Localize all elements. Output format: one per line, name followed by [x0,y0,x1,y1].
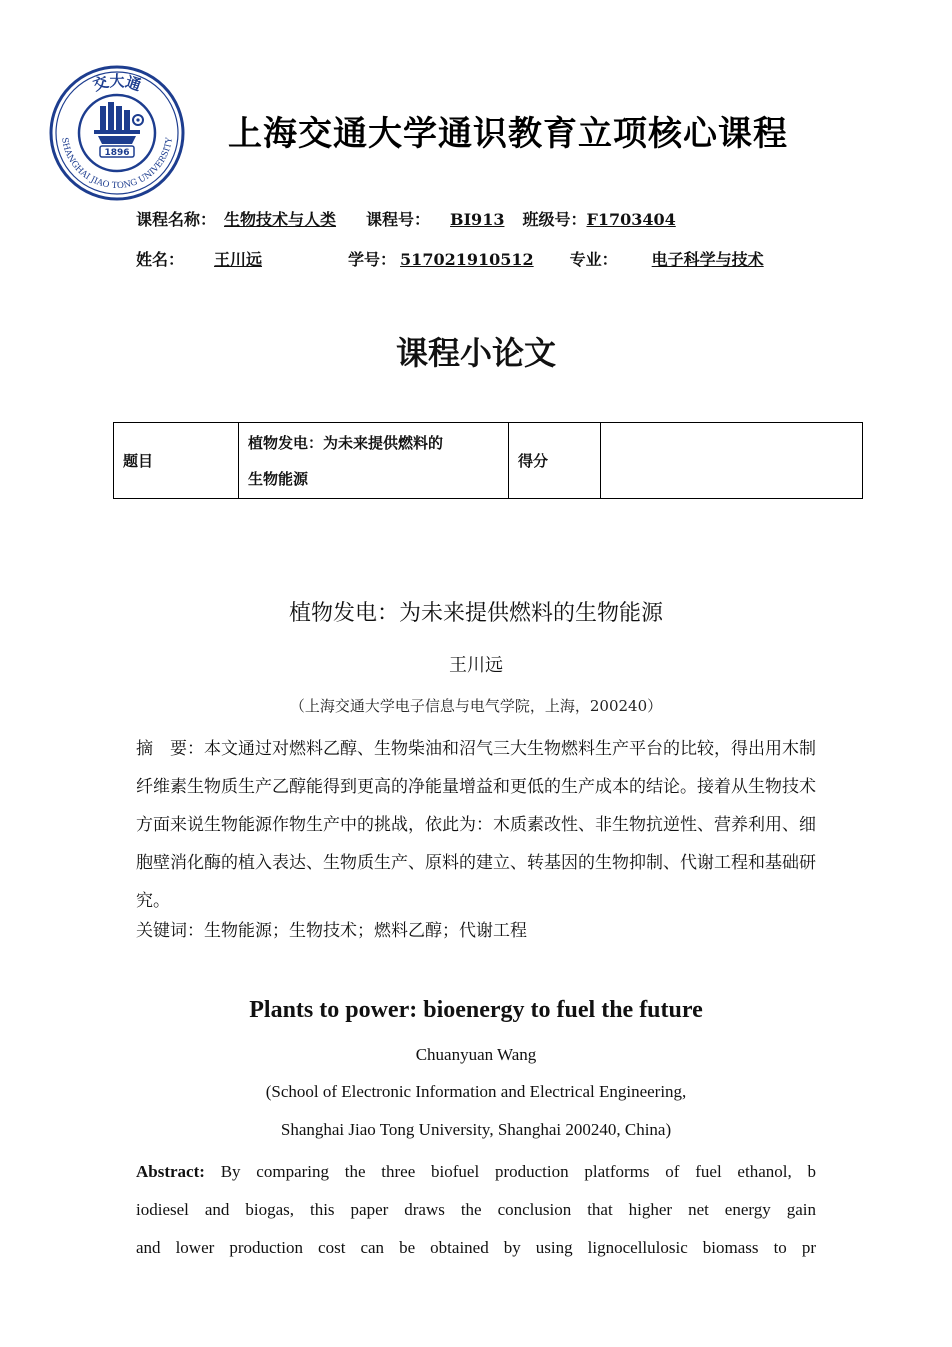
name-value: 王川远 [214,250,263,269]
english-abstract [136,1153,816,1267]
english-abstract-line-2: iodiesel and biogas, this paper draws the conclusion that higher net energy gain [136,1200,816,1219]
seal-bottom-text: SHANGHAI JIAO TONG UNIVERSITY [59,136,175,192]
topic-line-1: 植物发电：为未来提供燃料的 [248,433,444,452]
english-abstract-line-1 [136,1153,816,1191]
course-name-label: 课程名称： [136,210,217,229]
chinese-title: 植物发电：为未来提供燃料的生物能源 [288,601,663,626]
chinese-abstract-text: 本文通过对燃料乙醇、生物柴油和沼气三大生物燃料生产平台的比较，得出用木制纤维素生物质生产乙醇能得到更高的净能量增益和更低的生产成本的结论。接着从生物技术方面来说生物能源作物生产中的挑战，依此为：木质素改性、非生物抗逆性、营养利用、细胞壁消化酶的植入表达、生物质生产、原料的建立、转基因的生物抑制、代谢工程和基础研究。 [136,739,816,911]
topic-value-cell [239,423,509,499]
topic-line-2: 生物能源 [248,469,309,488]
chinese-author: 王川远 [449,655,503,676]
english-abstract-text-1: By comparing the three biofuel production platforms of fuel ethanol, b [204,1162,816,1181]
course-info-line-2 [136,247,768,270]
chinese-keywords-label: 关键词： [136,921,204,941]
seal-year: 1896 [104,148,130,158]
course-name-value: 生物技术与人类 [224,210,337,229]
name-label: 姓名： [136,250,185,269]
english-abstract-label: Abstract: [136,1162,205,1181]
major-label: 专业： [569,250,618,269]
major-value: 电子科学与技术 [651,250,764,269]
university-course-title: 上海交通大学通识教育立项核心课程 [228,114,788,154]
course-no-label: 课程号： [366,210,431,229]
english-abstract-line-3: and lower production cost can be obtained by using lignocellulosic biomass to pr [136,1238,816,1257]
student-no-label: 学号： [348,250,397,269]
student-no-value: 517021910512 [400,250,534,269]
chinese-keywords-text: 生物能源；生物技术；燃料乙醇；代谢工程 [204,921,527,941]
chinese-abstract-label: 摘 要： [136,739,204,759]
score-label-cell: 得分 [509,423,601,499]
class-no-label: 班级号： [522,210,587,229]
english-affiliation-line-1: (School of Electronic Information and Electrical Engineering, [265,1082,687,1101]
class-no-value: F1703404 [586,210,676,229]
score-value-cell [601,423,863,499]
university-seal-logo [48,64,186,202]
topic-score-table [113,422,863,499]
seal-top-text: 交大通 [90,72,144,95]
chinese-abstract [136,730,816,920]
course-info-line-1 [136,207,756,230]
chinese-affiliation: （上海交通大学电子信息与电气学院，上海，200240） [289,697,663,715]
paper-type-heading: 课程小论文 [395,334,556,372]
english-title: Plants to power: bioenergy to fuel the future [249,997,703,1023]
topic-label-cell: 题目 [114,423,239,499]
chinese-keywords [136,916,527,941]
english-affiliation-line-2: Shanghai Jiao Tong University, Shanghai 200240, China) [280,1120,672,1139]
course-no-value: BI913 [450,210,505,229]
english-author: Chuanyuan Wang [415,1045,537,1064]
